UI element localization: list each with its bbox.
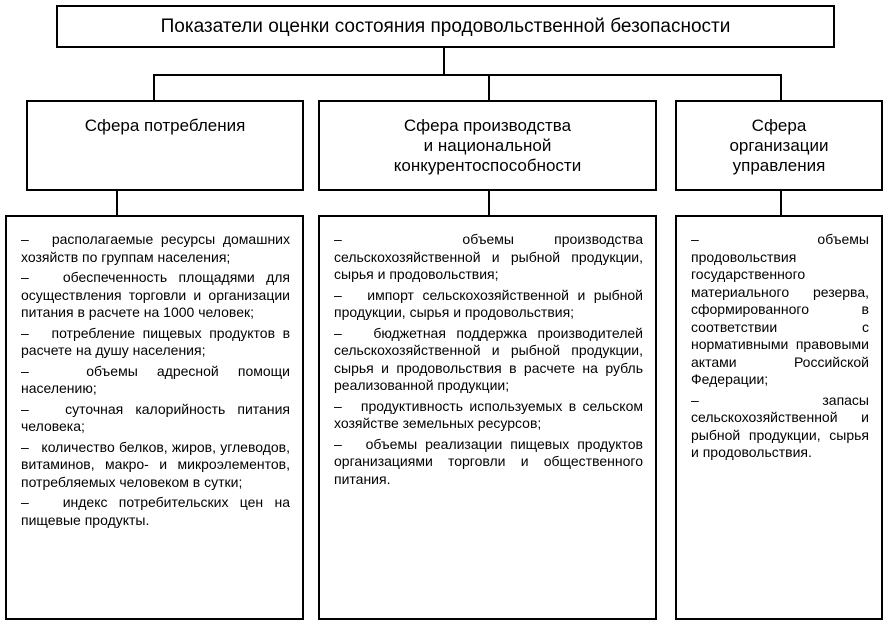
list-consumption-box bbox=[5, 215, 304, 620]
connector-horizontal bbox=[153, 74, 782, 76]
list-management-box bbox=[675, 215, 883, 620]
connector-consumption-list bbox=[116, 191, 118, 216]
header-management-box bbox=[675, 100, 883, 191]
list-item: – бюджетная поддержка производителей сельскохозяйственной и рыбной продукции, сырья и продовольствия в расчете на рубль реализованной продукции; bbox=[334, 325, 643, 395]
list-management bbox=[677, 217, 881, 462]
connector-drop-production bbox=[488, 74, 490, 101]
list-item: – объемы продовольствия государственного материального резерва, сформированного в соответствии с нормативными правовыми актами Российской Федерации; bbox=[691, 231, 869, 389]
list-consumption bbox=[7, 217, 302, 529]
list-item: – располагаемые ресурсы домашних хозяйств по группам населения; bbox=[21, 231, 290, 266]
connector-production-list bbox=[488, 191, 490, 216]
list-item: – потребление пищевых продуктов в расчете на душу населения; bbox=[21, 325, 290, 360]
list-item: – обеспеченность площадями для осуществления торговли и организации питания в расчете на 1000 человек; bbox=[21, 269, 290, 322]
diagram-title: Показатели оценки состояния продовольственной безопасности bbox=[160, 15, 731, 37]
header-consumption-box bbox=[26, 100, 304, 191]
list-production bbox=[320, 217, 655, 488]
header-management: Сфера организации управления bbox=[729, 115, 829, 175]
list-item: – продуктивность используемых в сельском хозяйстве земельных ресурсов; bbox=[334, 398, 643, 433]
list-item: – объемы производства сельскохозяйственной и рыбной продукции, сырья и продовольствия; bbox=[334, 231, 643, 284]
diagram-title-box bbox=[56, 5, 835, 48]
connector-drop-management bbox=[780, 74, 782, 101]
list-item: – объемы реализации пищевых продуктов организациями торговли и общественного питания. bbox=[334, 436, 643, 489]
list-item: – индекс потребительских цен на пищевые продукты. bbox=[21, 494, 290, 529]
list-item: – импорт сельскохозяйственной и рыбной продукции, сырья и продовольствия; bbox=[334, 287, 643, 322]
list-item: – объемы адресной помощи населению; bbox=[21, 363, 290, 398]
connector-management-list bbox=[780, 191, 782, 216]
list-item: – количество белков, жиров, углеводов, витаминов, макро- и микроэлементов, потребляемых человеком в сутки; bbox=[21, 439, 290, 492]
connector-title-stem bbox=[443, 48, 445, 75]
connector-drop-consumption bbox=[153, 74, 155, 101]
header-production-box bbox=[318, 100, 657, 191]
list-item: – запасы сельскохозяйственной и рыбной продукции, сырья и продовольствия. bbox=[691, 392, 869, 462]
header-consumption: Сфера потребления bbox=[84, 116, 246, 135]
header-production: Сфера производства и национальной конкурентоспособности bbox=[393, 115, 582, 175]
list-production-box bbox=[318, 215, 657, 620]
list-item: – суточная калорийность питания человека; bbox=[21, 401, 290, 436]
